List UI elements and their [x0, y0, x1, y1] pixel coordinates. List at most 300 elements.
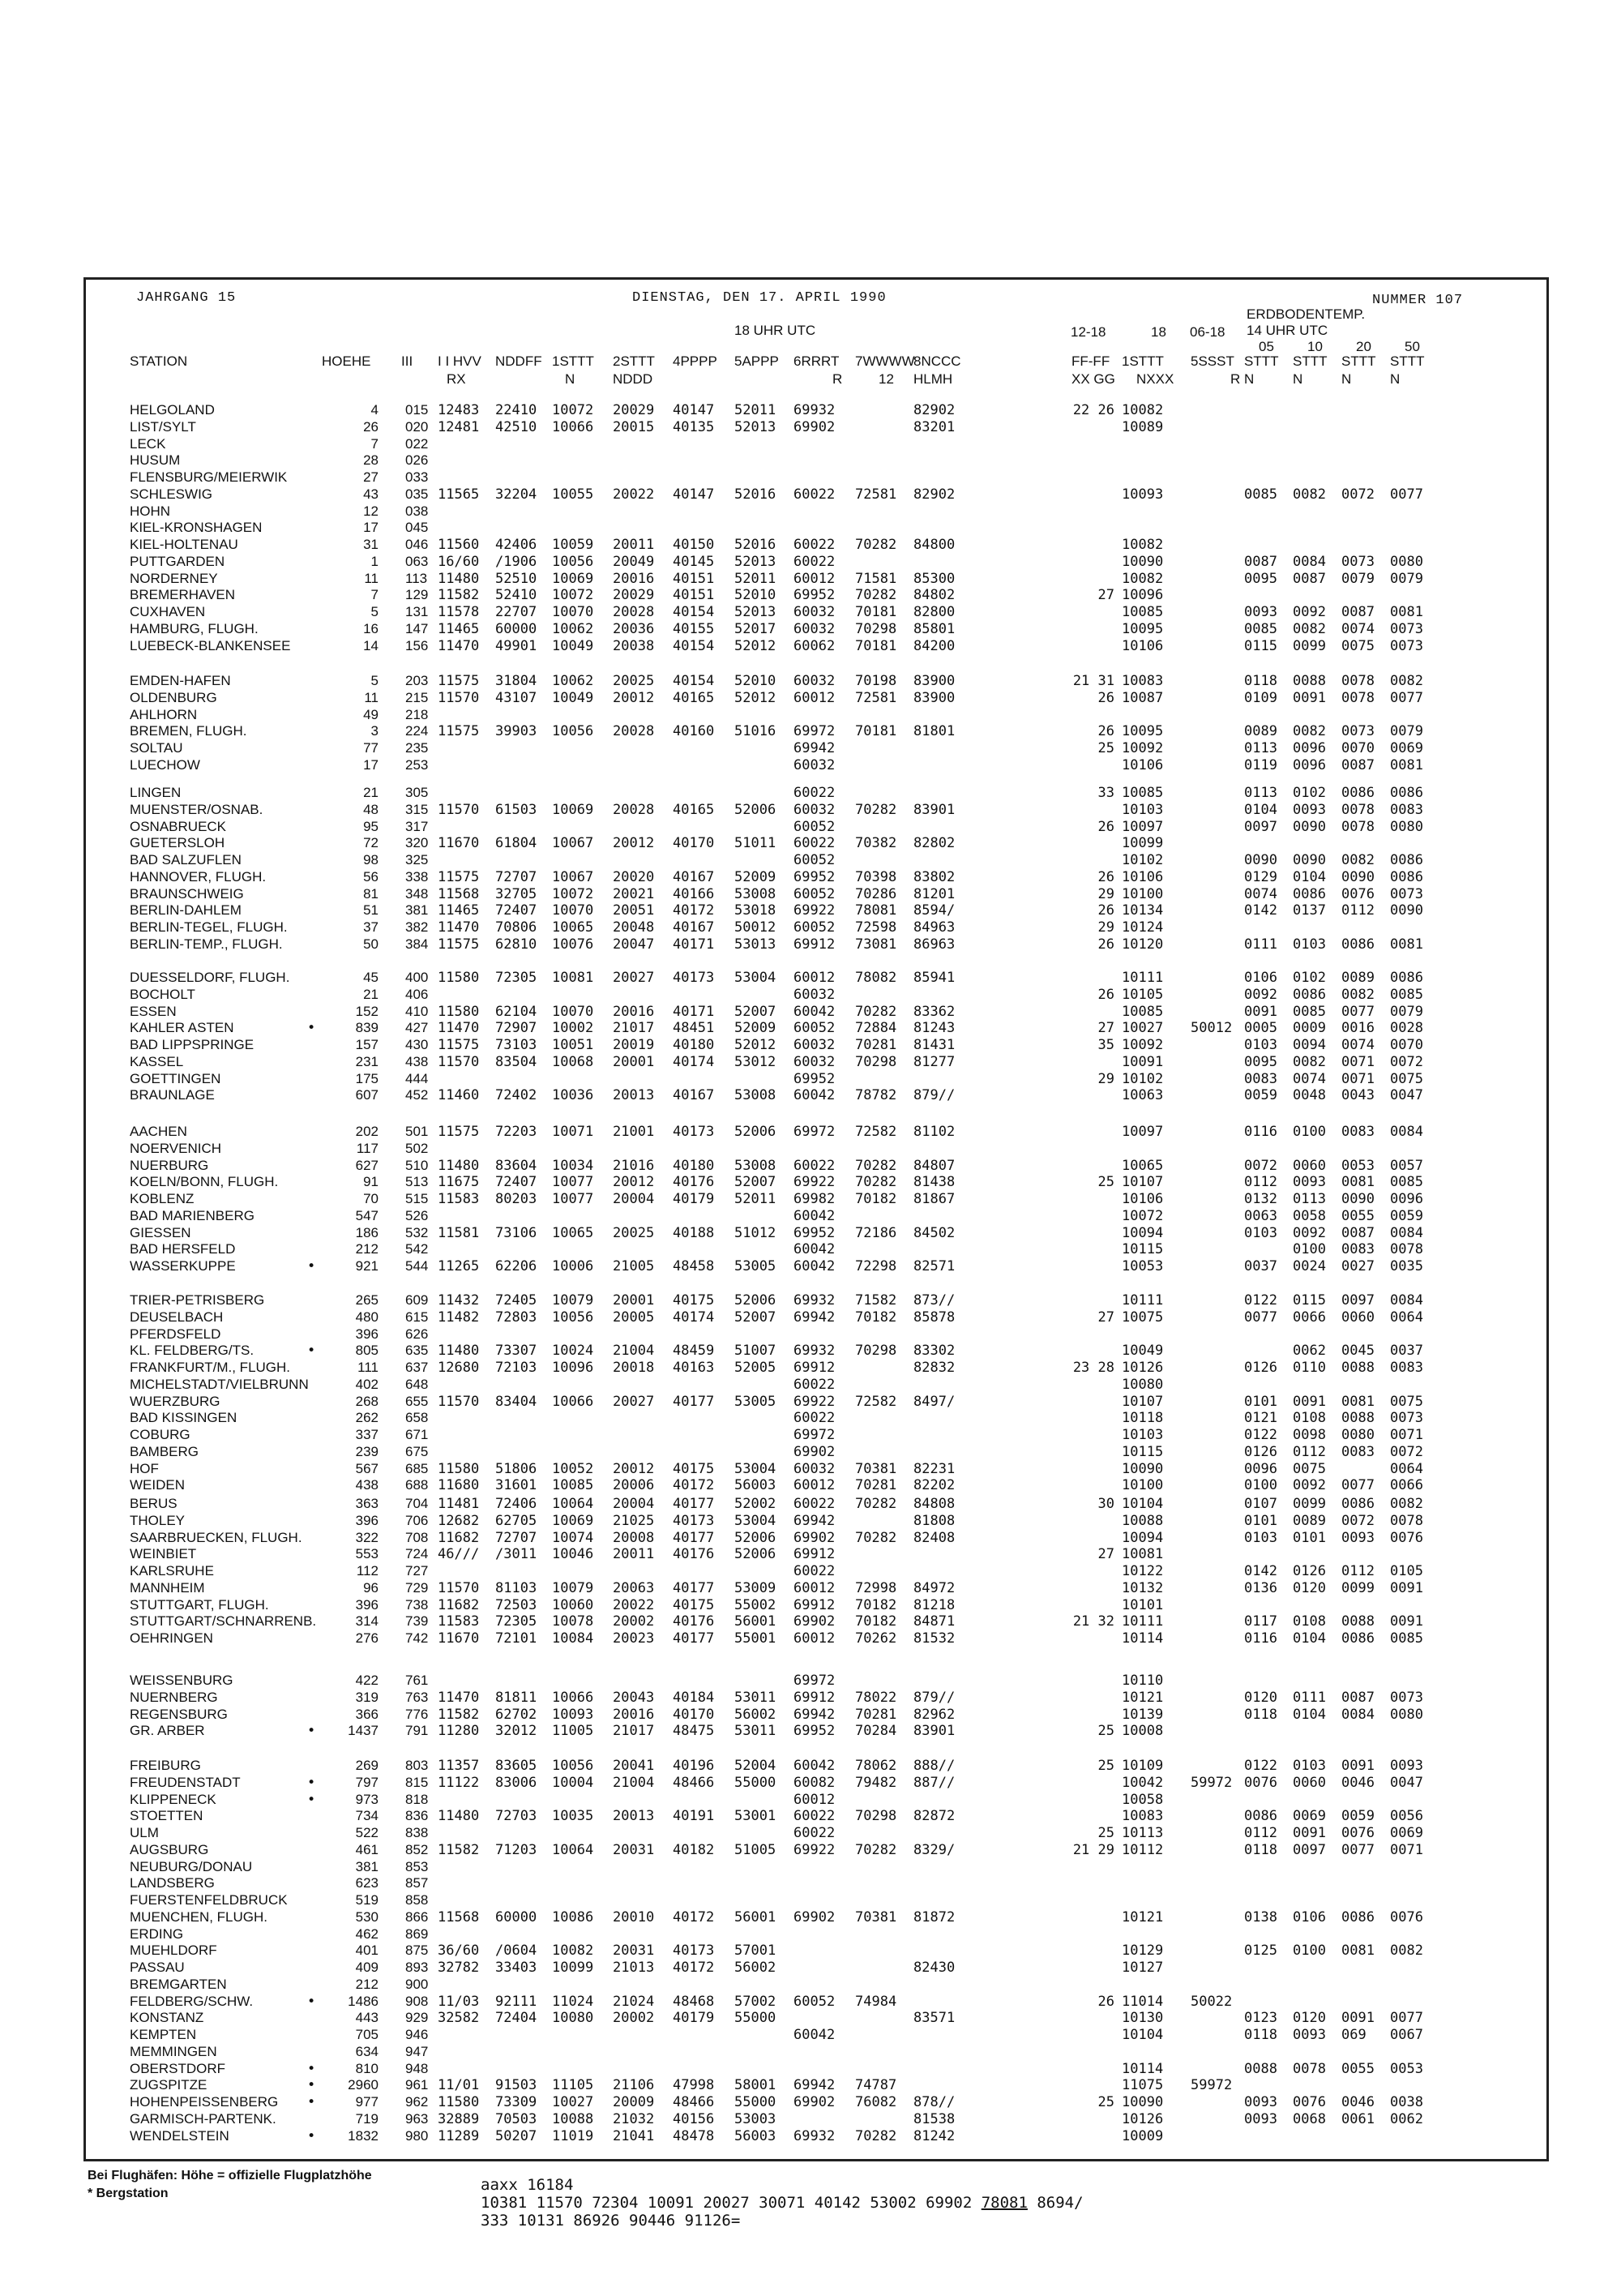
station-height: 409	[355, 1960, 379, 1975]
station-name: ZUGSPITZE	[130, 2077, 207, 2093]
cell-c13: 0142	[1244, 1563, 1277, 1579]
cell-c14: 0060	[1293, 1157, 1326, 1174]
cell-c10: 27	[1097, 1020, 1114, 1037]
station-height: 12	[363, 503, 379, 519]
cell-c2: 72305	[495, 970, 537, 986]
station-height: 16	[363, 620, 379, 636]
station-height: 921	[355, 1258, 379, 1274]
cell-c3: 10082	[552, 1943, 594, 1960]
cell-c7: 69982	[793, 1191, 836, 1207]
cell-c1: 11568	[438, 1908, 480, 1925]
synop-line-1: aaxx 16184	[481, 2176, 574, 2194]
cell-c9: 85941	[913, 970, 956, 986]
cell-c11: 10090	[1122, 553, 1164, 570]
cell-c5: 40174	[673, 1053, 715, 1070]
cell-c1: 11578	[438, 604, 480, 620]
station-number: 502	[405, 1140, 429, 1156]
cell-c10: 25	[1097, 2094, 1114, 2110]
cell-c9: 84807	[913, 1157, 956, 1174]
cell-c14: 0074	[1293, 1070, 1326, 1087]
cell-c6: 53011	[734, 1723, 776, 1740]
station-number: 203	[405, 673, 429, 688]
cell-c1: 11122	[438, 1774, 480, 1791]
cell-c2: /3011	[495, 1546, 537, 1563]
cell-c9: 873//	[913, 1292, 956, 1309]
cell-c15: 0086	[1341, 1908, 1375, 1925]
cell-c10: 26	[1097, 936, 1114, 953]
cell-c12: 50022	[1191, 1993, 1233, 2010]
cell-c7: 69912	[793, 1546, 836, 1563]
station-number: 038	[405, 503, 429, 519]
cell-c6: 55000	[734, 2094, 776, 2110]
cell-c8: 78782	[855, 1087, 897, 1104]
cell-c5: 40176	[673, 1613, 715, 1630]
cell-c8: 76082	[855, 2094, 897, 2110]
cell-c1: 11265	[438, 1258, 480, 1274]
cell-c16: 0078	[1390, 1512, 1423, 1529]
station-name: DUESSELDORF, FLUGH.	[130, 970, 290, 985]
station-height: 480	[355, 1309, 379, 1325]
cell-c2: 72405	[495, 1292, 537, 1309]
cell-c13: 0103	[1244, 1037, 1277, 1053]
cell-c1: 11682	[438, 1596, 480, 1613]
cell-c8: 78022	[855, 1689, 897, 1706]
mountain-marker: •	[307, 1774, 316, 1791]
cell-c11: 10091	[1122, 1053, 1164, 1070]
cell-c9: 81242	[913, 2127, 956, 2144]
cell-c11: 10102	[1122, 852, 1164, 868]
cell-c6: 53004	[734, 1512, 776, 1529]
cell-c2: 72407	[495, 1174, 537, 1191]
cell-c7: 60052	[793, 1020, 836, 1037]
cell-c5: 40151	[673, 587, 715, 604]
cell-c1: 12682	[438, 1512, 480, 1529]
cell-c7: 69972	[793, 723, 836, 740]
cell-c6: 53003	[734, 2110, 776, 2127]
cell-c9: 84200	[913, 637, 956, 654]
station-number: 688	[405, 1477, 429, 1493]
depth-label-10: 10	[1307, 339, 1323, 354]
station-number: 961	[405, 2077, 429, 2093]
cell-c7: 60052	[793, 885, 836, 902]
cell-c1: 11570	[438, 1393, 480, 1410]
cell-c16: 0073	[1390, 620, 1423, 637]
footnote-airport: Bei Flughäfen: Höhe = offizielle Flugplatzhöhe	[88, 2169, 372, 2182]
cell-c13: 0083	[1244, 1070, 1277, 1087]
cell-c4: 20001	[613, 1292, 655, 1309]
cell-c14: 0103	[1293, 1758, 1326, 1774]
cell-c4: 20005	[613, 1309, 655, 1326]
cell-c15: 0074	[1341, 1037, 1375, 1053]
cell-c3: 10066	[552, 1393, 594, 1410]
cell-c9: 82800	[913, 604, 956, 620]
cell-c7: 60032	[793, 673, 836, 689]
cell-c4: 20048	[613, 919, 655, 936]
cell-c15: 0060	[1341, 1309, 1375, 1326]
station-number: 406	[405, 986, 429, 1002]
cell-c1: 11575	[438, 936, 480, 953]
cell-c14: 0048	[1293, 1087, 1326, 1104]
station-height: 363	[355, 1496, 379, 1511]
cell-c16: 0073	[1390, 1410, 1423, 1427]
cell-c2: 72703	[495, 1808, 537, 1825]
cell-c9: 82902	[913, 402, 956, 418]
cell-c7: 60022	[793, 1157, 836, 1174]
cell-c4: 20013	[613, 1087, 655, 1104]
cell-c9: 81102	[913, 1124, 956, 1140]
cell-c6: 52012	[734, 689, 776, 706]
cell-c9: 84808	[913, 1496, 956, 1512]
cell-c10: 22 26	[1072, 402, 1114, 418]
cell-c16: 0077	[1390, 486, 1423, 503]
cell-c9: 85878	[913, 1309, 956, 1326]
station-name: BREMGARTEN	[130, 1976, 227, 1992]
cell-c7: 60012	[793, 1791, 836, 1808]
cell-c16: 0085	[1390, 986, 1423, 1003]
cell-c10: 27	[1097, 1309, 1114, 1326]
cell-c6: 53012	[734, 1053, 776, 1070]
station-name: BREMERHAVEN	[130, 587, 236, 603]
cell-c8: 78081	[855, 902, 897, 919]
cell-c13: 0104	[1244, 801, 1277, 818]
station-height: 553	[355, 1546, 379, 1562]
cell-c11: 10042	[1122, 1774, 1164, 1791]
cell-c13: 0142	[1244, 902, 1277, 919]
column-header-c10: FF-FF	[1071, 353, 1110, 369]
cell-c13: 0123	[1244, 2010, 1277, 2027]
cell-c3: 10072	[552, 885, 594, 902]
cell-c2: 72707	[495, 868, 537, 885]
cell-c14: 0082	[1293, 486, 1326, 503]
cell-c15: 0043	[1341, 1087, 1375, 1104]
cell-c7: 69902	[793, 1529, 836, 1546]
cell-c15: 069	[1341, 2027, 1367, 2043]
cell-c3: 10064	[552, 1496, 594, 1512]
cell-c10: 29	[1097, 885, 1114, 902]
cell-c14: 0091	[1293, 1393, 1326, 1410]
column-subheader-c7: R	[832, 371, 843, 387]
cell-c8: 70298	[855, 620, 897, 637]
cell-c2: 60000	[495, 1908, 537, 1925]
cell-c3: 10081	[552, 970, 594, 986]
station-number: 501	[405, 1124, 429, 1139]
station-number: 305	[405, 785, 429, 800]
station-height: 265	[355, 1292, 379, 1308]
station-height: 43	[363, 486, 379, 502]
cell-c10: 25	[1097, 1825, 1114, 1841]
cell-c5: 40177	[673, 1579, 715, 1596]
cell-c14: 0113	[1293, 1191, 1326, 1207]
cell-c5: 40188	[673, 1224, 715, 1241]
station-height: 175	[355, 1070, 379, 1086]
cell-c14: 0082	[1293, 723, 1326, 740]
cell-c8: 78062	[855, 1758, 897, 1774]
cell-c14: 0115	[1293, 1292, 1326, 1309]
cell-c6: 52011	[734, 570, 776, 587]
cell-c13: 0106	[1244, 970, 1277, 986]
cell-c3: 10062	[552, 620, 594, 637]
cell-c5: 40171	[673, 1003, 715, 1020]
cell-c7: 60052	[793, 852, 836, 868]
cell-c10: 23 28	[1072, 1360, 1114, 1376]
cell-c11: 10085	[1122, 785, 1164, 801]
cell-c5: 40184	[673, 1689, 715, 1706]
cell-c1: 11470	[438, 637, 480, 654]
cell-c9: 84802	[913, 587, 956, 604]
station-name: LUECHOW	[130, 756, 200, 773]
station-number: 427	[405, 1020, 429, 1036]
station-name: COBURG	[130, 1427, 190, 1442]
cell-c16: 0080	[1390, 818, 1423, 835]
cell-c1: 11580	[438, 1003, 480, 1020]
cell-c15: 0112	[1341, 902, 1375, 919]
cell-c4: 20020	[613, 868, 655, 885]
cell-c14: 0090	[1293, 852, 1326, 868]
cell-c1: 11582	[438, 1706, 480, 1723]
station-height: 17	[363, 756, 379, 773]
station-number: 438	[405, 1053, 429, 1069]
cell-c5: 40179	[673, 2010, 715, 2027]
cell-c4: 21017	[613, 1723, 655, 1740]
station-name: GARMISCH-PARTENK.	[130, 2110, 276, 2127]
cell-c11: 10120	[1122, 936, 1164, 953]
cell-c5: 40155	[673, 620, 715, 637]
cell-c7: 60042	[793, 1087, 836, 1104]
station-name: MUENCHEN, FLUGH.	[130, 1908, 268, 1925]
cell-c13: 0136	[1244, 1579, 1277, 1596]
cell-c16: 0073	[1390, 637, 1423, 654]
cell-c14: 0126	[1293, 1563, 1326, 1579]
cell-c15: 0055	[1341, 2060, 1375, 2077]
cell-c2: 62104	[495, 1003, 537, 1020]
cell-c4: 20025	[613, 1224, 655, 1241]
cell-c8: 70282	[855, 801, 897, 818]
station-height: 805	[355, 1343, 379, 1359]
station-height: 49	[363, 706, 379, 722]
station-height: 50	[363, 936, 379, 952]
cell-c5: 40167	[673, 868, 715, 885]
cell-c15: 0078	[1341, 801, 1375, 818]
cell-c1: 11575	[438, 868, 480, 885]
cell-c1: 11357	[438, 1758, 480, 1774]
cell-c9: 82902	[913, 486, 956, 503]
cell-c15: 0083	[1341, 1443, 1375, 1460]
cell-c15: 0072	[1341, 486, 1375, 503]
station-height: 530	[355, 1908, 379, 1925]
cell-c4: 20012	[613, 689, 655, 706]
cell-c7: 60042	[793, 1207, 836, 1224]
cell-c8: 78082	[855, 970, 897, 986]
station-number: 648	[405, 1376, 429, 1392]
station-number: 900	[405, 1976, 429, 1992]
station-number: 430	[405, 1037, 429, 1052]
column-subheader-c12: R	[1230, 371, 1241, 387]
cell-c16: 0047	[1390, 1774, 1423, 1791]
station-height: 705	[355, 2027, 379, 2042]
station-height: 401	[355, 1943, 379, 1959]
cell-c14: 0104	[1293, 868, 1326, 885]
cell-c2: 62705	[495, 1512, 537, 1529]
cell-c7: 60022	[793, 1563, 836, 1579]
cell-c4: 21032	[613, 2110, 655, 2127]
cell-c13: 0095	[1244, 1053, 1277, 1070]
station-number: 858	[405, 1892, 429, 1908]
cell-c7: 69972	[793, 1427, 836, 1443]
station-name: KL. FELDBERG/TS.	[130, 1343, 254, 1359]
cell-c15: 0070	[1341, 740, 1375, 756]
cell-c11: 10081	[1122, 1546, 1164, 1563]
cell-c2: 62810	[495, 936, 537, 953]
station-height: 96	[363, 1579, 379, 1596]
column-header-c14: STTT	[1293, 353, 1328, 369]
cell-c15: 0082	[1341, 986, 1375, 1003]
cell-c9: 83900	[913, 673, 956, 689]
station-name: MUENSTER/OSNAB.	[130, 801, 263, 817]
station-height: 186	[355, 1224, 379, 1240]
station-number: 532	[405, 1224, 429, 1240]
cell-c16: 0086	[1390, 852, 1423, 868]
cell-c16: 0071	[1390, 1841, 1423, 1858]
station-number: 658	[405, 1410, 429, 1426]
cell-c14: 0111	[1293, 1689, 1326, 1706]
cell-c13: 0126	[1244, 1360, 1277, 1376]
cell-c4: 20025	[613, 673, 655, 689]
cell-c16: 0035	[1390, 1258, 1423, 1274]
cell-c15: 0097	[1341, 1292, 1375, 1309]
cell-c9: 83201	[913, 418, 956, 435]
cell-c5: 40160	[673, 723, 715, 740]
column-subheader-c3: N	[565, 371, 575, 387]
cell-c15: 0081	[1341, 1943, 1375, 1960]
cell-c7: 60042	[793, 2027, 836, 2043]
cell-c13: 0100	[1244, 1477, 1277, 1494]
cell-c11: 10106	[1122, 756, 1164, 773]
cell-c13: 0121	[1244, 1410, 1277, 1427]
cell-c4: 20041	[613, 1758, 655, 1774]
station-height: 1437	[348, 1723, 379, 1739]
depth-label-05: 05	[1259, 339, 1274, 354]
cell-c3: 11005	[552, 1723, 594, 1740]
synop-line-2	[481, 2194, 1084, 2212]
cell-c2: /1906	[495, 553, 537, 570]
column-header-station: STATION	[130, 353, 188, 369]
cell-c4: 20002	[613, 1613, 655, 1630]
cell-c2: 49901	[495, 637, 537, 654]
cell-c5: 48466	[673, 1774, 715, 1791]
cell-c6: 51005	[734, 1841, 776, 1858]
cell-c3: 10060	[552, 1596, 594, 1613]
synop-line-2-underlined: 78081	[981, 2194, 1028, 2212]
station-name: LANDSBERG	[130, 1875, 215, 1891]
cell-c16: 0056	[1390, 1808, 1423, 1825]
cell-c6: 53005	[734, 1258, 776, 1274]
cell-c11: 10127	[1122, 1960, 1164, 1976]
station-name: MICHELSTADT/VIELBRUNN	[130, 1376, 309, 1392]
station-number: 818	[405, 1791, 429, 1807]
cell-c3: 10056	[552, 723, 594, 740]
cell-c7: 60052	[793, 818, 836, 835]
cell-c6: 52010	[734, 587, 776, 604]
cell-c8: 70282	[855, 1529, 897, 1546]
time-0618-label: 06-18	[1190, 324, 1225, 340]
cell-c8: 70381	[855, 1908, 897, 1925]
cell-c9: 8329/	[913, 1841, 956, 1858]
cell-c7: 60022	[793, 1376, 836, 1393]
mountain-marker: •	[307, 1020, 316, 1037]
cell-c8: 70281	[855, 1477, 897, 1494]
cell-c8: 72582	[855, 1124, 897, 1140]
cell-c2: 72305	[495, 1613, 537, 1630]
cell-c15: 0086	[1341, 936, 1375, 953]
cell-c3: 10027	[552, 2094, 594, 2110]
cell-c16: 0086	[1390, 970, 1423, 986]
station-height: 17	[363, 520, 379, 536]
cell-c4: 20047	[613, 936, 655, 953]
station-number: 020	[405, 418, 429, 435]
cell-c16: 0090	[1390, 902, 1423, 919]
cell-c5: 40170	[673, 1706, 715, 1723]
station-height: 5	[370, 673, 379, 688]
station-number: 033	[405, 469, 429, 485]
cell-c6: 52017	[734, 620, 776, 637]
cell-c5: 40165	[673, 801, 715, 818]
cell-c4: 20013	[613, 1808, 655, 1825]
cell-c1: 11581	[438, 1224, 480, 1241]
cell-c3: 10035	[552, 1808, 594, 1825]
cell-c3: 10052	[552, 1460, 594, 1477]
cell-c4: 21017	[613, 1020, 655, 1037]
cell-c2: 83404	[495, 1393, 537, 1410]
cell-c7: 69902	[793, 1908, 836, 1925]
station-height: 977	[355, 2094, 379, 2110]
time-18-label: 18	[1151, 324, 1166, 340]
cell-c15: 0071	[1341, 1070, 1375, 1087]
cell-c3: 10079	[552, 1292, 594, 1309]
cell-c2: 60000	[495, 620, 537, 637]
mountain-marker: •	[307, 1791, 316, 1808]
station-number: 815	[405, 1774, 429, 1790]
cell-c14: 0088	[1293, 673, 1326, 689]
cell-c5: 48468	[673, 1993, 715, 2010]
cell-c15: 0083	[1341, 1241, 1375, 1258]
station-number: 542	[405, 1241, 429, 1257]
station-height: 337	[355, 1427, 379, 1442]
cell-c11: 10080	[1122, 1376, 1164, 1393]
cell-c9: 81867	[913, 1191, 956, 1207]
cell-c16: 0083	[1390, 1360, 1423, 1376]
station-number: 893	[405, 1960, 429, 1975]
cell-c11: 10126	[1122, 2110, 1164, 2127]
cell-c3: 10056	[552, 1309, 594, 1326]
cell-c1: 11/01	[438, 2077, 480, 2094]
station-height: 422	[355, 1673, 379, 1688]
station-height: 402	[355, 1376, 379, 1392]
station-name: NEUBURG/DONAU	[130, 1858, 253, 1874]
cell-c16: 0081	[1390, 604, 1423, 620]
station-height: 21	[363, 785, 379, 800]
station-name: BERLIN-DAHLEM	[130, 902, 242, 919]
cell-c5: 40147	[673, 402, 715, 418]
station-name: HAMBURG, FLUGH.	[130, 620, 259, 636]
mountain-marker: •	[307, 1723, 316, 1740]
cell-c8: 70182	[855, 1596, 897, 1613]
station-number: 320	[405, 835, 429, 851]
cell-c13: 0037	[1244, 1258, 1277, 1274]
cell-c15: 0099	[1341, 1579, 1375, 1596]
depth-label-50: 50	[1405, 339, 1420, 354]
station-name: NUERBURG	[130, 1157, 209, 1173]
cell-c15: 0077	[1341, 1841, 1375, 1858]
